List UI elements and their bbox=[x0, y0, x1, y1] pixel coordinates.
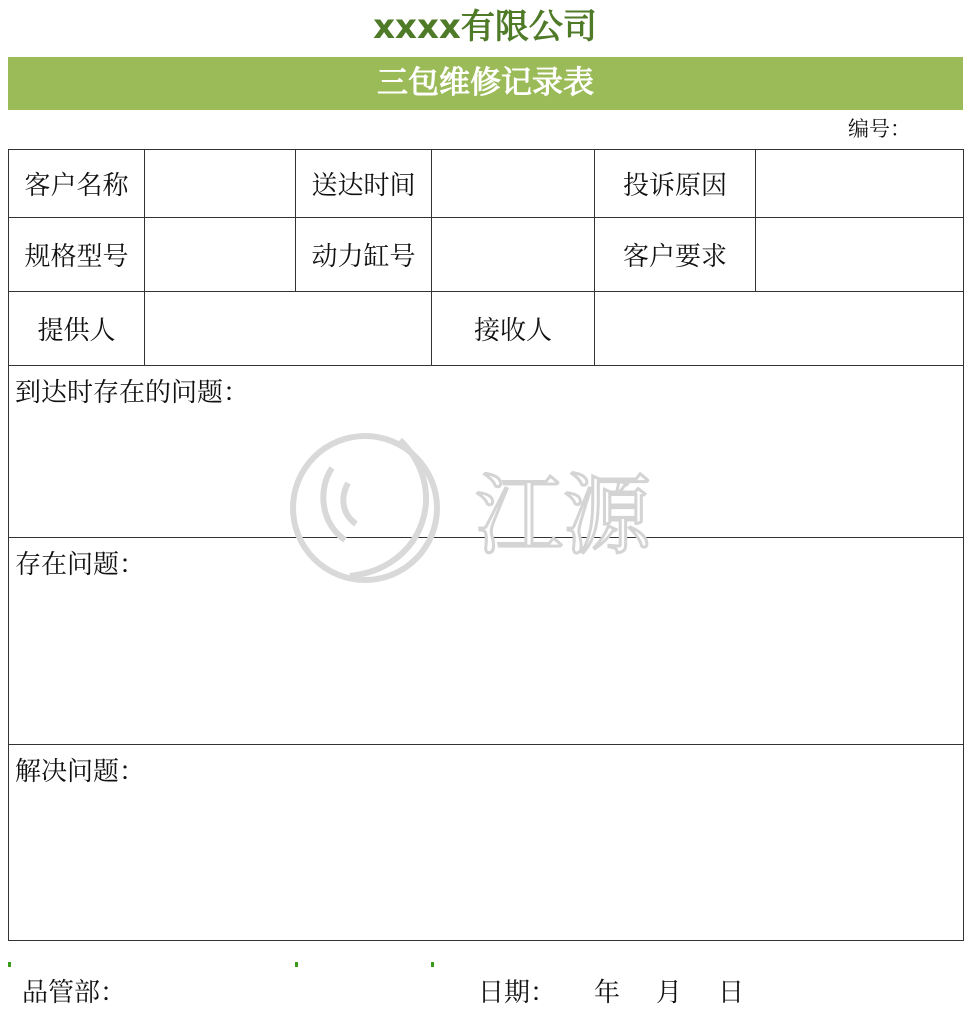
complaint-reason-label: 投诉原因 bbox=[595, 150, 756, 218]
day-label: 日 bbox=[718, 978, 745, 1008]
delivery-time-value[interactable] bbox=[432, 150, 595, 218]
power-cylinder-label: 动力缸号 bbox=[296, 218, 432, 292]
provider-label: 提供人 bbox=[9, 292, 145, 366]
table-row bbox=[9, 745, 964, 941]
table-row bbox=[9, 218, 964, 292]
repair-record-table bbox=[8, 149, 964, 941]
spec-model-label: 规格型号 bbox=[9, 218, 145, 292]
table-row bbox=[9, 366, 964, 538]
company-name: xxxx有限公司 bbox=[373, 7, 597, 47]
provider-value[interactable] bbox=[145, 292, 432, 366]
complaint-reason-value[interactable] bbox=[756, 150, 964, 218]
customer-name-value[interactable] bbox=[145, 150, 296, 218]
table-row bbox=[9, 292, 964, 366]
form-title-banner: 三包维修记录表 bbox=[8, 57, 963, 110]
solution-section[interactable]: 解决问题： bbox=[9, 745, 964, 941]
department-label: 品管部： bbox=[22, 978, 127, 1008]
year-label: 年 bbox=[594, 978, 621, 1008]
existing-issues-section[interactable]: 存在问题： bbox=[9, 538, 964, 745]
spec-model-value[interactable] bbox=[145, 218, 296, 292]
customer-name-label: 客户名称 bbox=[9, 150, 145, 218]
cell-marker-tick bbox=[295, 962, 298, 967]
receiver-label: 接收人 bbox=[432, 292, 595, 366]
delivery-time-label: 送达时间 bbox=[296, 150, 432, 218]
receiver-value[interactable] bbox=[595, 292, 964, 366]
arrival-issues-section[interactable]: 到达时存在的问题： bbox=[9, 366, 964, 538]
customer-request-label: 客户要求 bbox=[595, 218, 756, 292]
month-label: 月 bbox=[656, 978, 683, 1008]
watermark-text: 江源 bbox=[475, 464, 652, 567]
cell-marker-tick bbox=[431, 962, 434, 967]
date-label: 日期： bbox=[478, 978, 557, 1008]
table-row bbox=[9, 150, 964, 218]
power-cylinder-value[interactable] bbox=[432, 218, 595, 292]
customer-request-value[interactable] bbox=[756, 218, 964, 292]
table-row bbox=[9, 538, 964, 745]
cell-marker-tick bbox=[8, 962, 11, 967]
serial-number-label: 编号： bbox=[848, 117, 911, 141]
